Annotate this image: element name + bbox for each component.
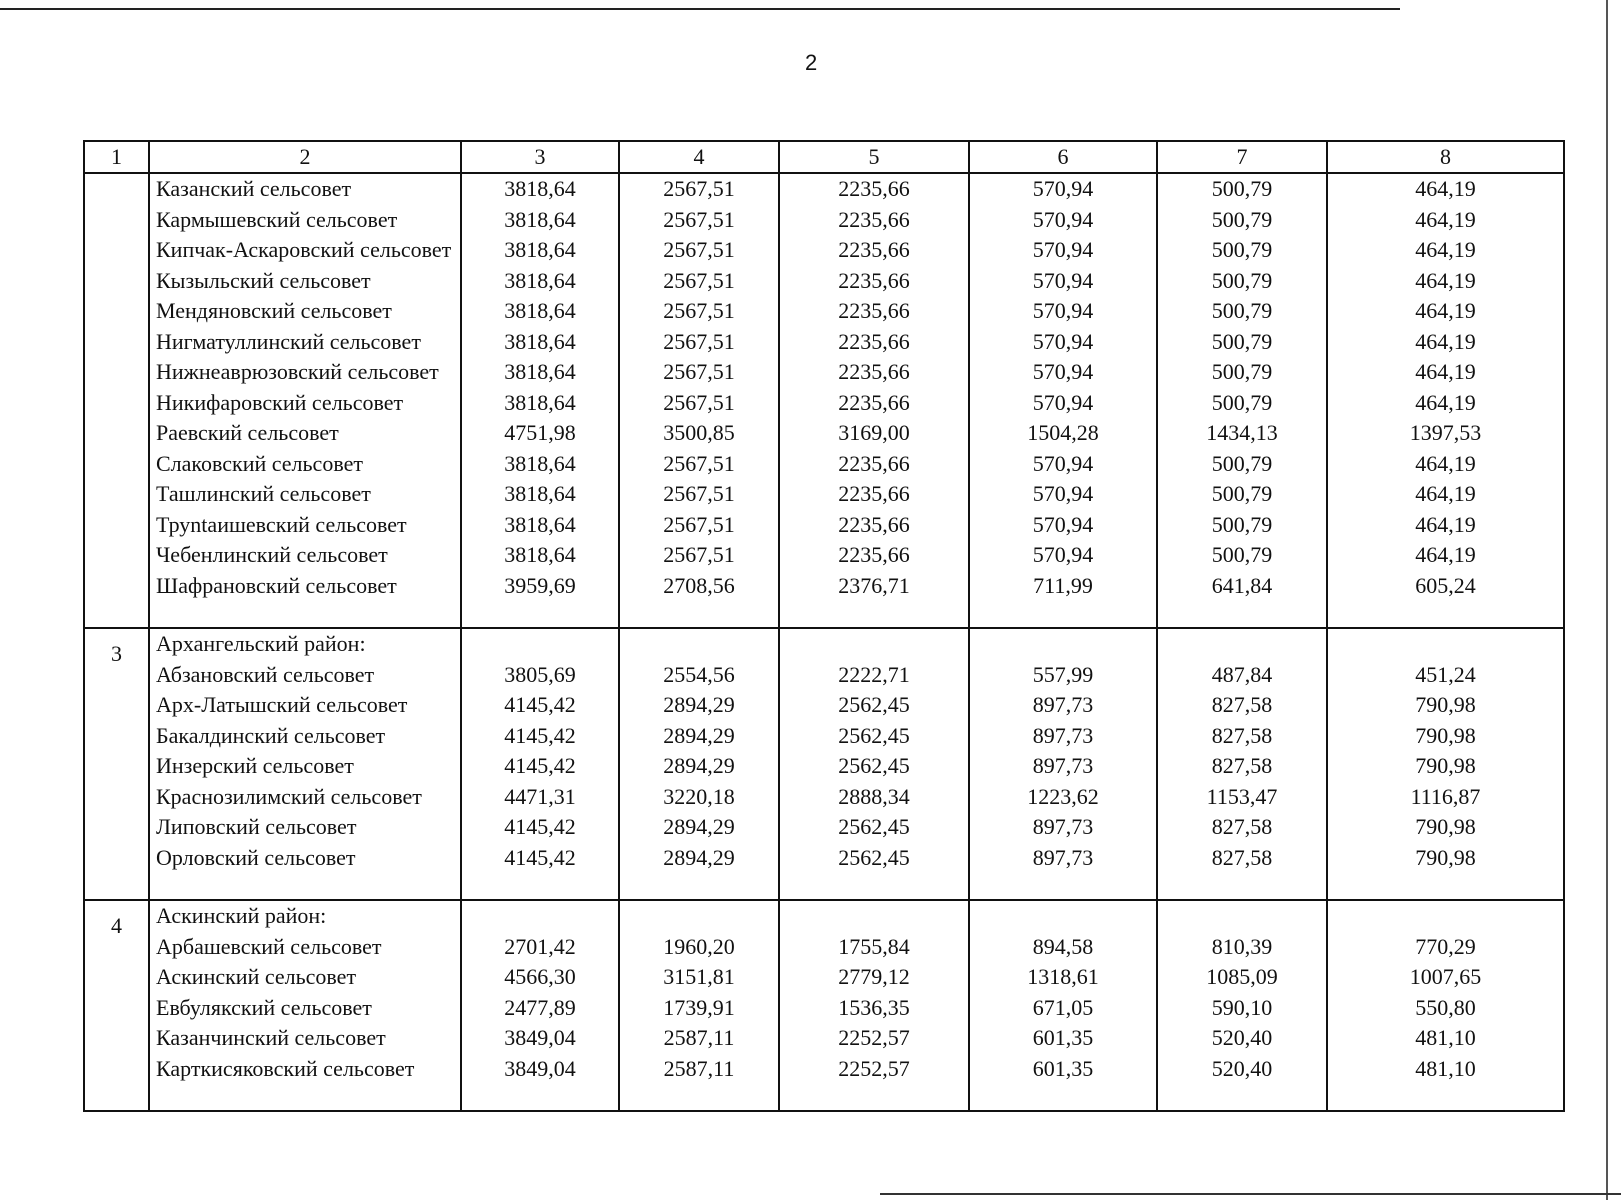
section-number xyxy=(84,173,149,628)
table-cell: 2567,51 xyxy=(663,542,735,567)
table-cell: 1223,62 xyxy=(1027,783,1099,809)
settlement-name: Арбашевский сельсовет xyxy=(156,933,382,959)
table-cell: 601,35 xyxy=(1032,1055,1094,1081)
table-cell: 2894,29 xyxy=(663,814,735,839)
table-cell: 897,73 xyxy=(1032,814,1094,839)
table-cell: 2222,71 xyxy=(838,661,910,687)
district-title: Аскинский район: xyxy=(156,903,327,928)
value-column-6 xyxy=(969,900,1157,1111)
table-cell: 3849,04 xyxy=(504,1055,576,1081)
table-cell: 2567,51 xyxy=(663,176,735,201)
table-cell: 4751,98 xyxy=(504,420,576,445)
table-cell: 3818,64 xyxy=(504,176,576,201)
settlement-names-cell xyxy=(149,628,461,900)
table-cell: 570,94 xyxy=(1032,206,1094,232)
table-cell: 3220,18 xyxy=(663,783,735,809)
settlement-name: Мендяновский сельсовет xyxy=(156,298,392,323)
table-cell: 3818,64 xyxy=(504,298,576,323)
table-cell: 500,79 xyxy=(1211,267,1273,293)
table-cell: 4145,42 xyxy=(504,844,576,870)
table-cell: 1397,53 xyxy=(1409,420,1482,445)
table-cell: 1504,28 xyxy=(1027,420,1099,445)
table-cell: 671,05 xyxy=(1032,994,1094,1020)
table-cell: 464,19 xyxy=(1415,511,1476,537)
section-row xyxy=(84,173,1564,628)
header-cell-3: 3 xyxy=(461,141,619,173)
table-cell: 2562,45 xyxy=(838,814,910,839)
table-cell: 500,79 xyxy=(1211,176,1273,201)
table-cell: 464,19 xyxy=(1415,206,1476,232)
value-column-4 xyxy=(619,628,779,900)
table-cell: 2587,11 xyxy=(663,1025,735,1050)
header-cell-4: 4 xyxy=(619,141,779,173)
table-cell: 2567,51 xyxy=(663,389,735,415)
value-column-5 xyxy=(779,900,969,1111)
table-cell: 500,79 xyxy=(1211,298,1273,323)
tariff-table xyxy=(83,140,1565,1112)
table-cell: 2708,56 xyxy=(663,572,735,598)
table-cell: 570,94 xyxy=(1032,542,1094,567)
table-cell: 790,98 xyxy=(1415,753,1476,778)
table-cell: 3818,64 xyxy=(504,328,576,354)
table-cell: 464,19 xyxy=(1415,359,1476,384)
table-cell: 2554,56 xyxy=(663,661,735,687)
settlement-name: Раевский сельсовет xyxy=(156,420,339,445)
table-cell: 464,19 xyxy=(1415,267,1476,293)
table-cell: 2235,66 xyxy=(838,328,910,354)
table-cell: 601,35 xyxy=(1032,1025,1094,1050)
table-cell: 810,39 xyxy=(1211,933,1273,959)
table-cell: 2562,45 xyxy=(838,722,910,748)
settlement-name: Евбулякский сельсовет xyxy=(156,994,372,1020)
settlement-name: Карткисяковский сельсовет xyxy=(156,1055,415,1081)
table-cell: 3818,64 xyxy=(504,267,576,293)
settlement-name: Казанчинский сельсовет xyxy=(156,1025,386,1050)
table-cell: 500,79 xyxy=(1211,542,1273,567)
settlement-name: Слаковский сельсовет xyxy=(156,450,363,476)
value-column-7 xyxy=(1157,173,1327,628)
table-cell: 2235,66 xyxy=(838,359,910,384)
table-cell: 2235,66 xyxy=(838,267,910,293)
table-cell: 2235,66 xyxy=(838,176,910,201)
table-cell: 2235,66 xyxy=(838,542,910,567)
value-column-8 xyxy=(1327,900,1564,1111)
value-column-8 xyxy=(1327,173,1564,628)
table-cell: 2567,51 xyxy=(663,328,735,354)
settlement-name: Чебенлинский сельсовет xyxy=(156,542,388,567)
table-cell: 464,19 xyxy=(1415,450,1476,476)
header-cell-5: 5 xyxy=(779,141,969,173)
scan-edge-line-top xyxy=(0,8,1400,10)
table-cell: 2567,51 xyxy=(663,511,735,537)
table-cell: 711,99 xyxy=(1033,572,1093,598)
table-cell: 3818,64 xyxy=(504,237,576,262)
table-cell: 2567,51 xyxy=(663,206,735,232)
value-column-6 xyxy=(969,628,1157,900)
table-cell: 464,19 xyxy=(1415,389,1476,415)
table-cell: 827,58 xyxy=(1211,844,1273,870)
table-cell: 2894,29 xyxy=(663,692,735,717)
value-column-5 xyxy=(779,628,969,900)
table-cell: 3151,81 xyxy=(663,964,735,989)
table-cell: 2894,29 xyxy=(663,844,735,870)
value-column-3 xyxy=(461,628,619,900)
settlement-name: Абзановский сельсовет xyxy=(156,661,375,687)
scan-edge-line-bottom xyxy=(880,1193,1621,1195)
table-cell: 2894,29 xyxy=(663,753,735,778)
settlement-name: Ташлинский сельсовет xyxy=(156,481,371,506)
table-cell: 570,94 xyxy=(1032,176,1094,201)
settlement-name: Нижнеаврюзовский сельсовет xyxy=(156,359,439,384)
table-cell: 2235,66 xyxy=(838,481,910,506)
table-cell: 2888,34 xyxy=(838,783,910,809)
table-cell: 3805,69 xyxy=(504,661,576,687)
table-cell: 464,19 xyxy=(1415,298,1476,323)
table-cell: 1536,35 xyxy=(838,994,910,1020)
table-cell: 520,40 xyxy=(1211,1055,1273,1081)
settlement-name: Никифаровский сельсовет xyxy=(156,389,404,415)
settlement-name: Нигматуллинский сельсовет xyxy=(156,328,421,354)
table-cell: 2235,66 xyxy=(838,450,910,476)
settlement-name: Казанский сельсовет xyxy=(156,176,352,201)
settlement-name: Кызыльский сельсовет xyxy=(156,267,371,293)
table-cell: 2567,51 xyxy=(663,237,735,262)
table-cell: 3818,64 xyxy=(504,359,576,384)
table-cell: 481,10 xyxy=(1415,1055,1476,1081)
table-cell: 557,99 xyxy=(1032,661,1094,687)
table-cell: 1085,09 xyxy=(1206,964,1278,989)
district-title: Архангельский район: xyxy=(156,631,366,656)
value-column-7 xyxy=(1157,628,1327,900)
table-cell: 2779,12 xyxy=(838,964,910,989)
settlement-name: Краснозилимский сельсовет xyxy=(156,783,422,809)
table-body xyxy=(84,141,1564,1111)
table-cell: 570,94 xyxy=(1032,267,1094,293)
table-cell: 2252,57 xyxy=(838,1055,910,1081)
table-cell: 500,79 xyxy=(1211,206,1273,232)
table-cell: 1755,84 xyxy=(838,933,910,959)
table-cell: 827,58 xyxy=(1211,722,1273,748)
table-cell: 3818,64 xyxy=(504,389,576,415)
table-cell: 570,94 xyxy=(1032,237,1094,262)
value-column-3 xyxy=(461,900,619,1111)
table-cell: 2252,57 xyxy=(838,1025,910,1050)
table-cell: 3169,00 xyxy=(838,420,910,445)
table-cell: 2567,51 xyxy=(663,267,735,293)
table-cell: 1153,47 xyxy=(1206,783,1278,809)
value-column-3 xyxy=(461,173,619,628)
table-cell: 1739,91 xyxy=(663,994,735,1020)
table-cell: 2894,29 xyxy=(663,722,735,748)
table-cell: 500,79 xyxy=(1211,359,1273,384)
table-cell: 451,24 xyxy=(1415,661,1476,687)
value-column-4 xyxy=(619,173,779,628)
settlement-name: Труntaишевский сельсовет xyxy=(156,511,407,537)
value-column-8 xyxy=(1327,628,1564,900)
table-cell: 770,29 xyxy=(1415,933,1476,959)
value-column-7 xyxy=(1157,900,1327,1111)
table-cell: 897,73 xyxy=(1032,722,1094,748)
table-cell: 897,73 xyxy=(1032,844,1094,870)
table-cell: 1960,20 xyxy=(663,933,735,959)
table-cell: 464,19 xyxy=(1415,328,1476,354)
table-cell: 790,98 xyxy=(1415,844,1476,870)
table-cell: 500,79 xyxy=(1211,237,1273,262)
table-cell: 4145,42 xyxy=(504,722,576,748)
value-column-6 xyxy=(969,173,1157,628)
table-cell: 590,10 xyxy=(1211,994,1273,1020)
table-cell: 570,94 xyxy=(1032,298,1094,323)
table-cell: 641,84 xyxy=(1211,572,1273,598)
section-number: 3 xyxy=(84,628,149,900)
table-cell: 3818,64 xyxy=(504,511,576,537)
settlement-name: Орловский сельсовет xyxy=(156,844,356,870)
table-cell: 2235,66 xyxy=(838,389,910,415)
table-cell: 2562,45 xyxy=(838,844,910,870)
table-cell: 897,73 xyxy=(1032,753,1094,778)
table-cell: 2567,51 xyxy=(663,450,735,476)
table-cell: 570,94 xyxy=(1032,389,1094,415)
table-cell: 2235,66 xyxy=(838,237,910,262)
settlement-name: Инзерский сельсовет xyxy=(156,753,354,778)
table-cell: 3818,64 xyxy=(504,450,576,476)
table-cell: 790,98 xyxy=(1415,722,1476,748)
table-cell: 827,58 xyxy=(1211,814,1273,839)
table-cell: 4145,42 xyxy=(504,753,576,778)
table-cell: 1007,65 xyxy=(1409,964,1482,989)
scan-edge-line-right xyxy=(1606,0,1608,1200)
table-cell: 605,24 xyxy=(1415,572,1476,598)
table-cell: 894,58 xyxy=(1032,933,1094,959)
table-cell: 4145,42 xyxy=(504,692,576,717)
table-cell: 500,79 xyxy=(1211,328,1273,354)
settlement-names-cell xyxy=(149,900,461,1111)
settlement-names-cell xyxy=(149,173,461,628)
table-cell: 520,40 xyxy=(1211,1025,1273,1050)
header-cell-7: 7 xyxy=(1157,141,1327,173)
header-cell-1: 1 xyxy=(84,141,149,173)
page-number: 2 xyxy=(805,50,818,75)
settlement-name: Липовский сельсовет xyxy=(156,814,357,839)
table-cell: 500,79 xyxy=(1211,481,1273,506)
table-cell: 464,19 xyxy=(1415,237,1476,262)
settlement-name: Бакалдинский сельсовет xyxy=(156,722,386,748)
table-cell: 481,10 xyxy=(1415,1025,1476,1050)
table-cell: 500,79 xyxy=(1211,511,1273,537)
table-cell: 570,94 xyxy=(1032,450,1094,476)
table-cell: 464,19 xyxy=(1415,481,1476,506)
table-cell: 3818,64 xyxy=(504,206,576,232)
table-cell: 1318,61 xyxy=(1027,964,1099,989)
table-cell: 3500,85 xyxy=(663,420,735,445)
table-cell: 550,80 xyxy=(1415,994,1476,1020)
table-cell: 3959,69 xyxy=(504,572,576,598)
table-cell: 2376,71 xyxy=(838,572,910,598)
table-cell: 2562,45 xyxy=(838,753,910,778)
value-column-5 xyxy=(779,173,969,628)
header-row xyxy=(84,141,1564,173)
table-cell: 570,94 xyxy=(1032,359,1094,384)
table-cell: 570,94 xyxy=(1032,511,1094,537)
table-cell: 3849,04 xyxy=(504,1025,576,1050)
settlement-name: Аскинский сельсовет xyxy=(156,964,357,989)
table-cell: 2587,11 xyxy=(663,1055,735,1081)
table-cell: 790,98 xyxy=(1415,814,1476,839)
table-cell: 827,58 xyxy=(1211,753,1273,778)
table-cell: 4471,31 xyxy=(504,783,576,809)
table-cell: 2562,45 xyxy=(838,692,910,717)
header-cell-8: 8 xyxy=(1327,141,1564,173)
table-cell: 1434,13 xyxy=(1206,420,1278,445)
table-cell: 827,58 xyxy=(1211,692,1273,717)
settlement-name: Арх-Латышский сельсовет xyxy=(156,692,408,717)
section-row xyxy=(84,628,1564,900)
table-cell: 1116,87 xyxy=(1410,783,1481,809)
table-cell: 500,79 xyxy=(1211,389,1273,415)
header-cell-2: 2 xyxy=(149,141,461,173)
table-cell: 2567,51 xyxy=(663,481,735,506)
table-cell: 2235,66 xyxy=(838,298,910,323)
section-number: 4 xyxy=(84,900,149,1111)
table-cell: 570,94 xyxy=(1032,481,1094,506)
header-cell-6: 6 xyxy=(969,141,1157,173)
table-cell: 2235,66 xyxy=(838,511,910,537)
table-cell: 4145,42 xyxy=(504,814,576,839)
table-cell: 2235,66 xyxy=(838,206,910,232)
table-cell: 2567,51 xyxy=(663,298,735,323)
table-cell: 2567,51 xyxy=(663,359,735,384)
settlement-name: Шафрановский сельсовет xyxy=(156,572,397,598)
table-cell: 4566,30 xyxy=(504,964,576,989)
table-cell: 500,79 xyxy=(1211,450,1273,476)
table-cell: 2701,42 xyxy=(504,933,576,959)
table-cell: 464,19 xyxy=(1415,176,1476,201)
table-cell: 570,94 xyxy=(1032,328,1094,354)
table-cell: 487,84 xyxy=(1211,661,1273,687)
settlement-name: Кипчак-Аскаровский сельсовет xyxy=(156,237,452,262)
table-cell: 790,98 xyxy=(1415,692,1476,717)
section-row xyxy=(84,900,1564,1111)
table-cell: 3818,64 xyxy=(504,481,576,506)
table-cell: 464,19 xyxy=(1415,542,1476,567)
table-cell: 897,73 xyxy=(1032,692,1094,717)
table-cell: 3818,64 xyxy=(504,542,576,567)
settlement-name: Кармышевский сельсовет xyxy=(156,206,398,232)
value-column-4 xyxy=(619,900,779,1111)
table-cell: 2477,89 xyxy=(504,994,576,1020)
